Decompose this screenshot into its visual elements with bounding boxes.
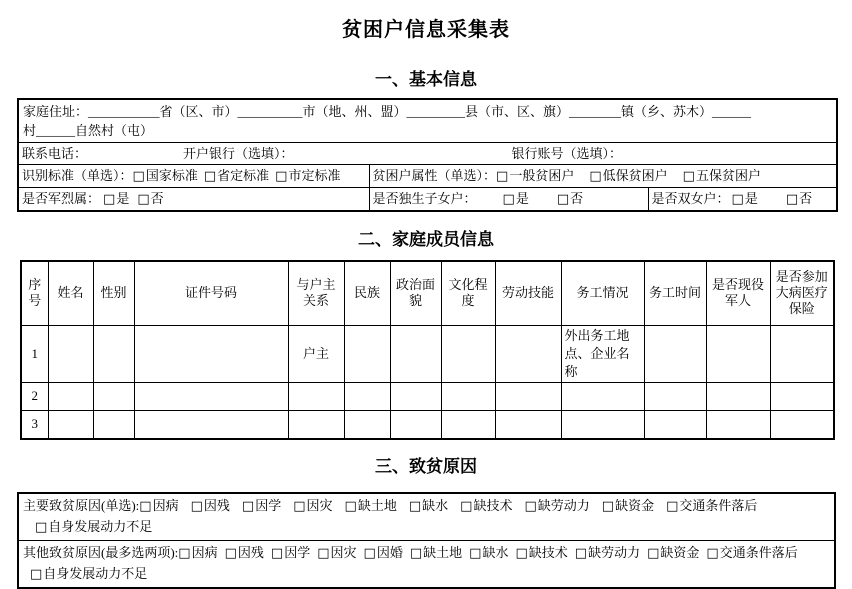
checkbox-option[interactable] <box>503 189 529 209</box>
labor-skill-cell <box>495 325 561 382</box>
military-family-label: 是否军烈属： <box>22 191 101 206</box>
checkbox-label: 缺水 <box>422 498 449 513</box>
medical-insurance-cell <box>770 325 834 382</box>
checkbox-label: 因灾 <box>330 545 357 560</box>
checkbox-icon: □ <box>496 169 509 184</box>
checkbox-label: 国家标准 <box>145 168 198 183</box>
gender-cell <box>93 382 134 410</box>
checkbox-icon: □ <box>317 546 330 561</box>
address-line-1: 家庭住址：___________省（区、市）__________市（地、州、盟）_________县（市、区、旗）________镇（乡、苏木）______ <box>23 104 752 119</box>
checkbox-option[interactable] <box>602 496 654 517</box>
id-number-cell <box>134 410 288 439</box>
checkbox-icon: □ <box>275 169 288 184</box>
checkbox-icon: □ <box>524 499 537 514</box>
other-cause-label: 其他致贫原因(最多选两项): <box>23 545 179 560</box>
column-header-work-status: 务工情况 <box>561 261 644 325</box>
checkbox-icon: □ <box>409 546 423 561</box>
political-status-cell <box>390 410 441 439</box>
poverty-causes-table <box>17 492 836 589</box>
column-header-ethnicity: 民族 <box>344 261 390 325</box>
checkbox-label: 否 <box>799 191 813 206</box>
checkbox-label: 因病 <box>191 545 218 560</box>
primary-cause-cell <box>18 493 835 541</box>
standard-attribute-row <box>18 165 837 188</box>
checkbox-icon: □ <box>682 169 695 184</box>
checkbox-icon: □ <box>190 499 203 514</box>
column-header-relation: 与户主关系 <box>288 261 344 325</box>
column-header-no: 序号 <box>21 261 48 325</box>
id-number-cell <box>134 325 288 382</box>
checkbox-icon: □ <box>556 192 570 207</box>
checkbox-icon: □ <box>30 567 43 582</box>
contact-row <box>18 143 837 165</box>
row-number: 1 <box>21 325 48 382</box>
checkbox-label: 缺技术 <box>528 545 568 560</box>
checkbox-icon: □ <box>731 192 744 207</box>
basic-info-table <box>17 98 838 212</box>
checkbox-icon: □ <box>785 192 799 207</box>
checkbox-label: 因婚 <box>376 545 403 560</box>
checkbox-label: 否 <box>570 191 584 206</box>
checkbox-option[interactable] <box>139 496 178 517</box>
checkbox-label: 缺土地 <box>423 545 463 560</box>
checkbox-option[interactable] <box>293 496 332 517</box>
section-basic-heading: 一、基本信息 <box>375 70 477 89</box>
column-header-work-time: 务工时间 <box>644 261 706 325</box>
checkbox-label: 低保贫困户 <box>602 168 668 183</box>
active-military-cell <box>706 382 770 410</box>
column-header-education: 文化程度 <box>441 261 495 325</box>
checkbox-option[interactable] <box>732 189 758 209</box>
checkbox-label: 缺技术 <box>473 498 513 513</box>
checkbox-icon: □ <box>647 546 660 561</box>
checkbox-label: 自身发展动力不足 <box>48 519 153 534</box>
other-cause-row <box>18 541 835 589</box>
column-header-gender: 性别 <box>93 261 134 325</box>
form-title: 贫困户信息采集表 <box>342 19 510 41</box>
checkbox-option[interactable] <box>35 517 152 538</box>
column-header-name: 姓名 <box>48 261 93 325</box>
checkbox-option[interactable] <box>345 496 397 517</box>
checkbox-option[interactable] <box>30 564 147 585</box>
members-header-row <box>21 261 834 325</box>
checkbox-label: 五保贫困户 <box>695 168 761 183</box>
identify-standard-options <box>133 168 341 183</box>
checkbox-icon: □ <box>35 520 48 535</box>
checkbox-icon: □ <box>574 546 588 561</box>
checkbox-icon: □ <box>601 499 615 514</box>
checkbox-icon: □ <box>344 499 357 514</box>
checkbox-icon: □ <box>363 546 376 561</box>
checkbox-option[interactable] <box>103 189 129 209</box>
section-causes-heading: 三、致贫原因 <box>375 457 477 476</box>
education-cell <box>441 382 495 410</box>
labor-skill-cell <box>495 382 561 410</box>
row-number: 3 <box>21 410 48 439</box>
checkbox-icon: □ <box>203 169 217 184</box>
checkbox-label: 缺资金 <box>615 498 655 513</box>
name-cell <box>48 410 93 439</box>
checkbox-option[interactable] <box>666 496 757 517</box>
checkbox-label: 自身发展动力不足 <box>43 566 148 581</box>
checkbox-label: 是 <box>744 191 758 206</box>
checkbox-option[interactable] <box>683 166 761 186</box>
checkbox-option[interactable] <box>706 543 797 564</box>
contact-cell <box>18 143 837 165</box>
primary-cause-label: 主要致贫原因(单选): <box>23 498 140 513</box>
checkbox-label: 缺土地 <box>357 498 397 513</box>
address-row <box>18 99 837 143</box>
checkbox-option[interactable] <box>242 496 281 517</box>
two-daughters-options <box>730 191 813 206</box>
account-label: 银行账号（选填）： <box>511 146 623 161</box>
checkbox-icon: □ <box>515 546 528 561</box>
work-time-cell <box>644 325 706 382</box>
checkbox-option[interactable] <box>133 166 198 186</box>
checkbox-icon: □ <box>589 169 602 184</box>
checkbox-option[interactable] <box>178 543 217 564</box>
checkbox-label: 因病 <box>152 498 179 513</box>
name-cell <box>48 382 93 410</box>
column-header-id-number: 证件号码 <box>134 261 288 325</box>
checkbox-label: 否 <box>150 191 164 206</box>
checkbox-icon: □ <box>293 499 306 514</box>
two-daughters-label: 是否双女户： <box>651 191 730 206</box>
checkbox-icon: □ <box>137 192 150 207</box>
checkbox-option[interactable] <box>786 189 812 209</box>
checkbox-option[interactable] <box>515 543 567 564</box>
checkbox-option[interactable] <box>469 543 508 564</box>
gender-cell <box>93 325 134 382</box>
form-page <box>0 13 852 582</box>
relation-cell <box>288 382 344 410</box>
medical-insurance-cell <box>770 410 834 439</box>
household-attribute-cell <box>369 165 837 188</box>
identify-standard-label: 识别标准（单选）： <box>22 168 133 183</box>
checkbox-label: 一般贫困户 <box>509 168 575 183</box>
checkbox-icon: □ <box>241 499 255 514</box>
checkbox-option[interactable] <box>460 496 512 517</box>
checkbox-option[interactable] <box>317 543 356 564</box>
only-child-options <box>477 191 584 206</box>
checkbox-icon: □ <box>469 546 482 561</box>
military-family-cell <box>18 188 369 212</box>
two-daughters-cell <box>648 188 837 212</box>
column-header-political-status: 政治面貌 <box>390 261 441 325</box>
active-military-cell <box>706 325 770 382</box>
only-child-cell <box>369 188 648 212</box>
checkbox-label: 因残 <box>237 545 264 560</box>
member-row-3 <box>21 410 834 439</box>
checkbox-icon: □ <box>408 499 422 514</box>
checkbox-label: 缺劳动力 <box>537 498 590 513</box>
checkbox-option[interactable] <box>137 189 163 209</box>
checkbox-icon: □ <box>224 546 237 561</box>
education-cell <box>441 410 495 439</box>
checkbox-option[interactable] <box>409 496 448 517</box>
id-number-cell <box>134 382 288 410</box>
work-status-cell <box>561 382 644 410</box>
other-cause-cell <box>18 541 835 589</box>
checkbox-label: 因残 <box>203 498 230 513</box>
address-line-2: 村______自然村（屯） <box>23 123 154 138</box>
checkbox-label: 是 <box>515 191 529 206</box>
checkbox-option[interactable] <box>524 496 589 517</box>
only-child-label: 是否独生子女户： <box>372 191 477 206</box>
checkbox-option[interactable] <box>410 543 462 564</box>
yes-no-row <box>18 188 837 212</box>
checkbox-icon: □ <box>460 499 473 514</box>
checkbox-label: 因学 <box>284 545 311 560</box>
address-cell <box>18 99 837 143</box>
medical-insurance-cell <box>770 382 834 410</box>
checkbox-option[interactable] <box>589 166 667 186</box>
political-status-cell <box>390 382 441 410</box>
military-family-options <box>100 191 164 206</box>
member-row-1 <box>21 325 834 382</box>
column-header-active-military: 是否现役军人 <box>706 261 770 325</box>
checkbox-label: 省定标准 <box>217 168 270 183</box>
column-header-medical-insurance: 是否参加大病医疗保险 <box>770 261 834 325</box>
checkbox-option[interactable] <box>225 543 264 564</box>
relation-cell: 户主 <box>288 325 344 382</box>
column-header-labor-skill: 劳动技能 <box>495 261 561 325</box>
checkbox-icon: □ <box>706 546 719 561</box>
checkbox-label: 交通条件落后 <box>679 498 758 513</box>
checkbox-icon: □ <box>178 546 191 561</box>
ethnicity-cell <box>344 325 390 382</box>
labor-skill-cell <box>495 410 561 439</box>
ethnicity-cell <box>344 410 390 439</box>
family-members-table <box>20 260 835 440</box>
work-time-cell <box>644 410 706 439</box>
row-number: 2 <box>21 382 48 410</box>
checkbox-label: 交通条件落后 <box>719 545 798 560</box>
checkbox-option[interactable] <box>204 166 269 186</box>
primary-cause-row <box>18 493 835 541</box>
relation-cell <box>288 410 344 439</box>
work-status-cell <box>561 410 644 439</box>
checkbox-icon: □ <box>502 192 515 207</box>
checkbox-label: 缺资金 <box>660 545 700 560</box>
checkbox-option[interactable] <box>496 166 574 186</box>
checkbox-label: 是 <box>116 191 130 206</box>
checkbox-icon: □ <box>666 499 679 514</box>
checkbox-option[interactable] <box>557 189 583 209</box>
active-military-cell <box>706 410 770 439</box>
checkbox-label: 市定标准 <box>288 168 341 183</box>
checkbox-option[interactable] <box>275 166 340 186</box>
checkbox-icon: □ <box>270 546 284 561</box>
ethnicity-cell <box>344 382 390 410</box>
checkbox-icon: □ <box>139 499 152 514</box>
bank-label: 开户银行（选填）： <box>183 146 294 161</box>
checkbox-option[interactable] <box>647 543 699 564</box>
checkbox-label: 因学 <box>255 498 282 513</box>
household-attribute-options <box>496 168 761 183</box>
checkbox-option[interactable] <box>364 543 403 564</box>
checkbox-label: 缺水 <box>482 545 509 560</box>
gender-cell <box>93 410 134 439</box>
checkbox-option[interactable] <box>191 496 230 517</box>
member-row-2 <box>21 382 834 410</box>
section-members-heading: 二、家庭成员信息 <box>358 230 494 249</box>
checkbox-option[interactable] <box>271 543 310 564</box>
checkbox-icon: □ <box>132 169 145 184</box>
education-cell <box>441 325 495 382</box>
checkbox-icon: □ <box>103 192 116 207</box>
checkbox-label: 因灾 <box>306 498 333 513</box>
checkbox-label: 缺劳动力 <box>588 545 641 560</box>
household-attribute-label: 贫困户属性（单选）： <box>372 168 497 183</box>
checkbox-option[interactable] <box>575 543 640 564</box>
phone-label: 联系电话： <box>22 146 88 161</box>
identify-standard-cell <box>18 165 369 188</box>
work-status-cell: 外出务工地点、企业名称 <box>561 325 644 382</box>
name-cell <box>48 325 93 382</box>
political-status-cell <box>390 325 441 382</box>
work-time-cell <box>644 382 706 410</box>
